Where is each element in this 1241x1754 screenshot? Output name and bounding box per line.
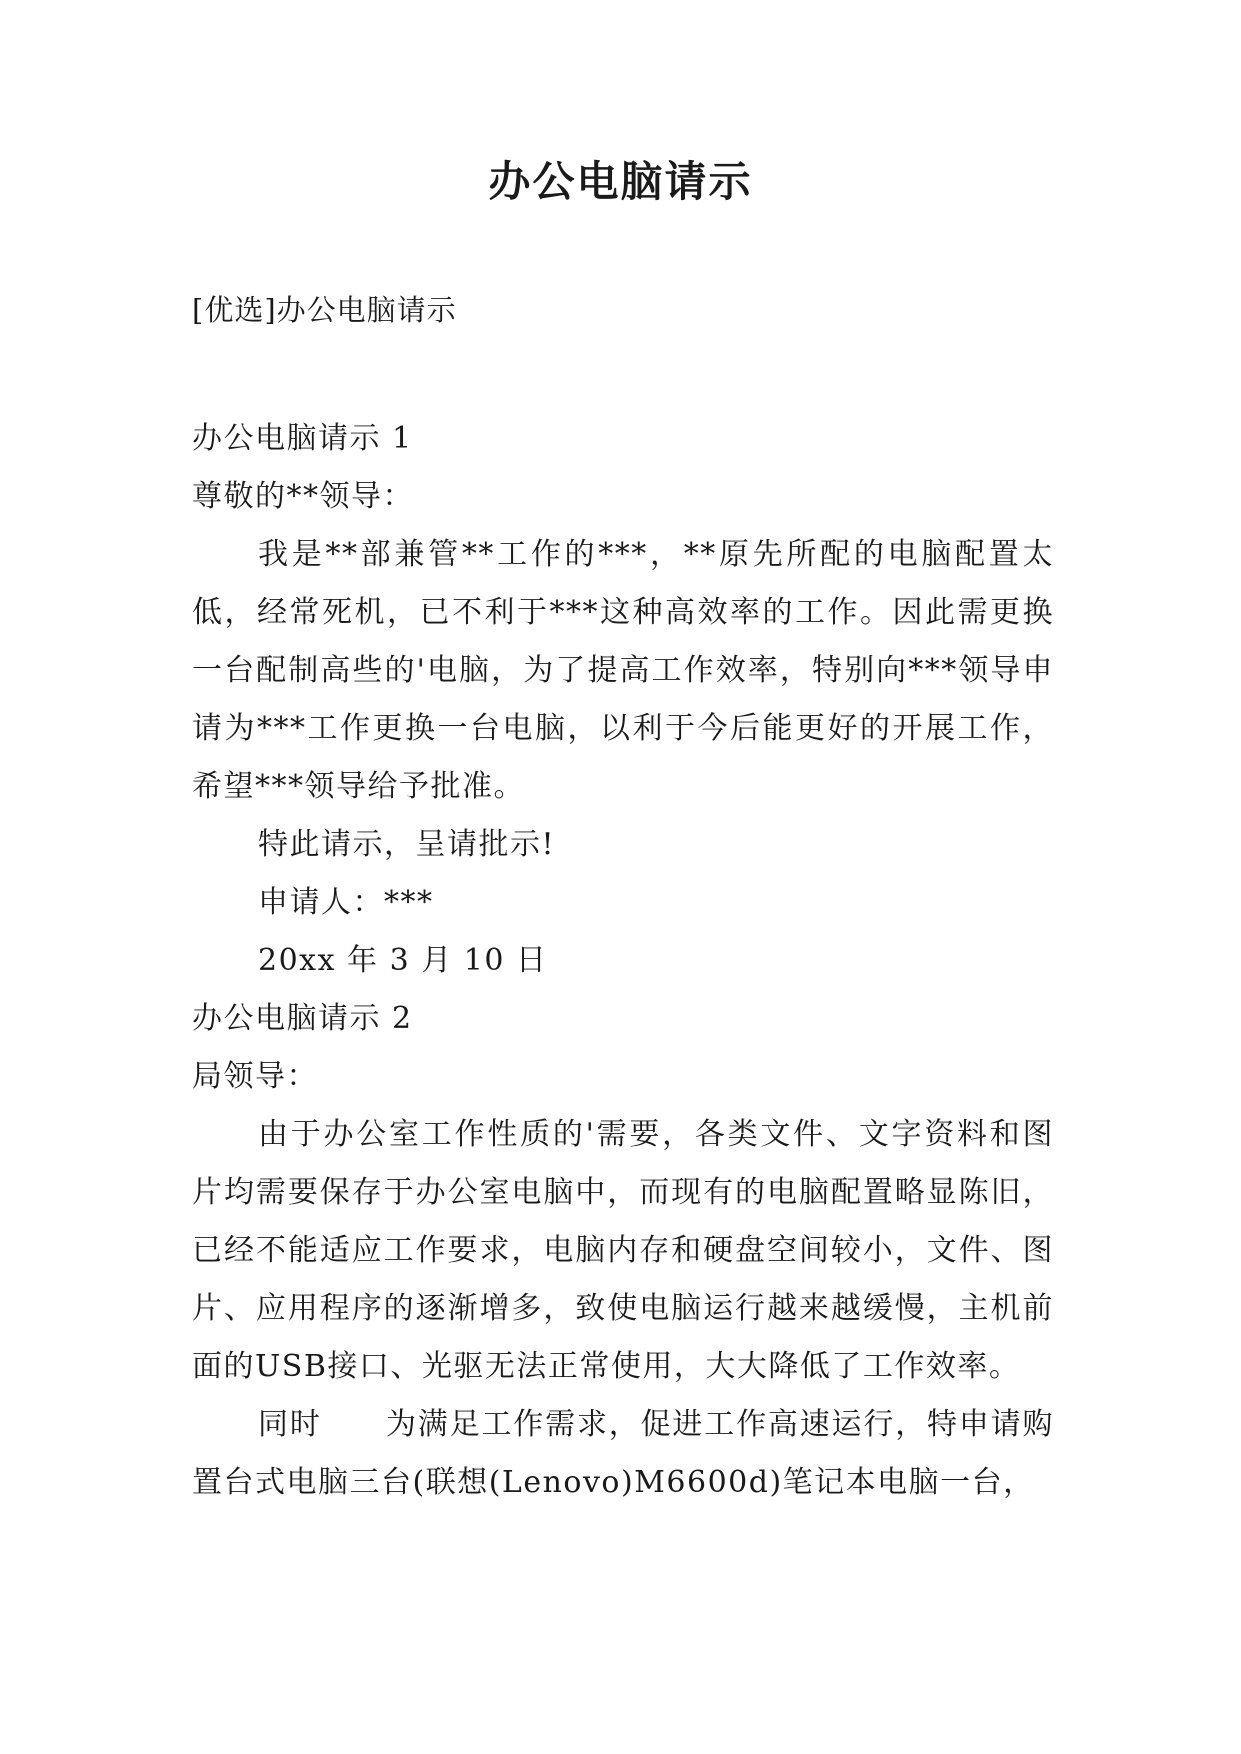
- section-1-body: 我是**部兼管**工作的***，**原先所配的电脑配置太低，经常死机，已不利于***这种高效率的工作。因此需更换一台配制高些的'电脑，为了提高工作效率，特别向***领导申请为***工作更换一台电脑，以利于今后能更好的开展工作，希望***领导给予批准。: [192, 537, 1054, 804]
- section-2-body-2: [192, 1396, 1054, 1512]
- section-2-body: 由于办公室工作性质的'需要，各类文件、文字资料和图片均需要保存于办公室电脑中，而现有的电脑配置略显陈旧，已经不能适应工作要求，电脑内存和硬盘空间较小，文件、图片、应用程序的逐渐增多，致使电脑运行越来越缓慢，主机前面的USB接口、光驱无法正常使用，大大降低了工作效率。: [192, 1117, 1054, 1384]
- section-2-body-2-lead: 同时: [258, 1407, 322, 1442]
- section-2-body-2-rest: 为满足工作需求，促进工作高速运行，特申请购置台式电脑三台(联想(Lenovo)M6600d)笔记本电脑一台，: [192, 1407, 1055, 1500]
- section-2-salutation: 局领导：: [192, 1059, 318, 1094]
- section-1-closing: 特此请示，呈请批示!: [258, 827, 556, 862]
- section-1-salutation: 尊敬的**领导：: [192, 479, 414, 514]
- section-1-heading: 办公电脑请示 1: [192, 421, 413, 456]
- page-title: 办公电脑请示: [488, 157, 753, 206]
- document-body: [192, 410, 1054, 1512]
- section-2-heading: 办公电脑请示 2: [192, 1001, 413, 1036]
- section-1-date: 20xx 年 3 月 10 日: [258, 943, 548, 978]
- document-subtitle: [优选]办公电脑请示: [192, 293, 457, 327]
- section-1-applicant: 申请人：***: [258, 885, 434, 920]
